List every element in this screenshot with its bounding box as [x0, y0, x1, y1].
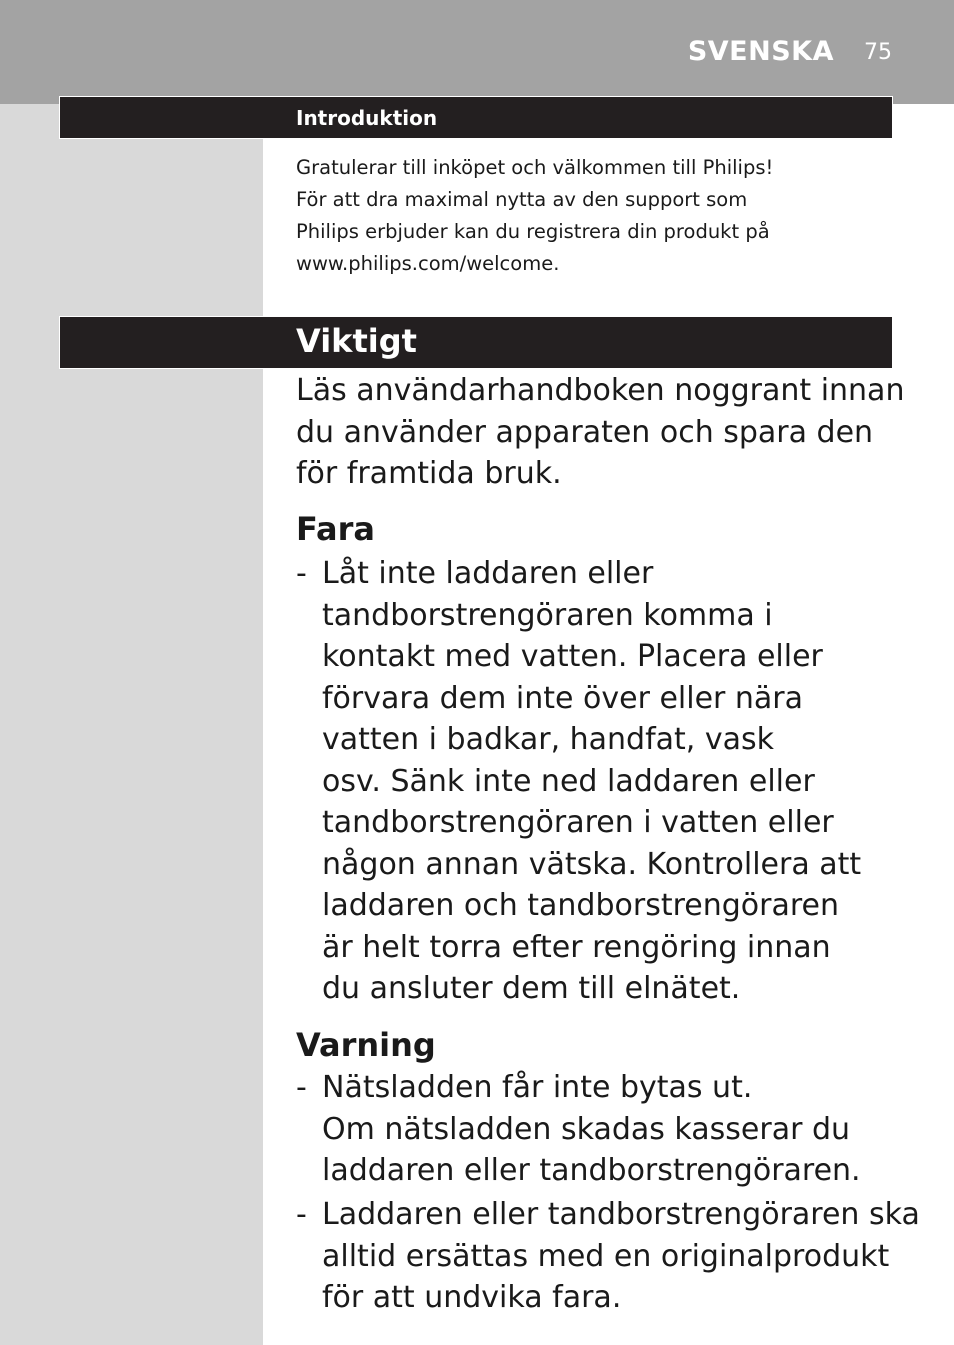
danger-item-line: kontakt med vatten. Placera eller	[322, 639, 823, 674]
warning-item-line: laddaren eller tandborstrengöraren.	[322, 1153, 861, 1188]
introduction-line: www.philips.com/welcome.	[296, 252, 560, 275]
danger-item-line: någon annan vätska. Kontrollera att	[322, 846, 862, 882]
lead-line: för framtida bruk.	[296, 456, 562, 491]
danger-item-line: är helt torra efter rengöring innan	[322, 929, 831, 965]
section-title-important: Viktigt	[296, 322, 417, 360]
introduction-paragraph	[296, 152, 896, 280]
page-number: 75	[864, 40, 892, 65]
section-bar-introduction	[59, 96, 893, 139]
warning-item-line: Laddaren eller tandborstrengöraren ska	[322, 1197, 920, 1232]
warning-item-line: alltid ersättas med en originalprodukt	[322, 1238, 890, 1274]
introduction-line: För att dra maximal nytta av den support som	[296, 188, 748, 211]
danger-item-line: laddaren och tandborstrengöraren	[322, 888, 840, 923]
danger-item-line: förvara dem inte över eller nära	[322, 680, 804, 716]
margin-band	[0, 104, 263, 1345]
section-title-introduction: Introduktion	[296, 106, 438, 130]
danger-item-line: tandborstrengöraren i vatten eller	[322, 805, 834, 840]
introduction-line: Philips erbjuder kan du registrera din produkt på	[296, 220, 770, 243]
danger-heading: Fara	[296, 510, 375, 548]
language-label: SVENSKA	[687, 36, 834, 67]
list-dash: -	[296, 1070, 307, 1105]
list-dash: -	[296, 556, 307, 591]
danger-item-line: tandborstrengöraren komma i	[322, 597, 773, 633]
lead-line: Läs användarhandboken noggrant innan	[296, 373, 905, 408]
important-lead-paragraph	[296, 370, 904, 495]
danger-item-line: du ansluter dem till elnätet.	[322, 971, 741, 1006]
section-bar-important	[59, 316, 893, 369]
warning-item-line: Nätsladden får inte bytas ut.	[322, 1070, 753, 1105]
danger-item-line: vatten i badkar, handfat, vask	[322, 722, 775, 757]
introduction-line: Gratulerar till inköpet och välkommen till Philips!	[296, 156, 774, 179]
danger-item-line: Låt inte laddaren eller	[322, 556, 654, 591]
warning-item-line: för att undvika fara.	[322, 1280, 622, 1315]
warning-item-line: Om nätsladden skadas kasserar du	[322, 1111, 851, 1147]
danger-item-line: osv. Sänk inte ned laddaren eller	[322, 763, 815, 799]
warning-heading: Varning	[296, 1026, 436, 1064]
lead-line: du använder apparaten och spara den	[296, 414, 874, 450]
list-dash: -	[296, 1197, 307, 1232]
